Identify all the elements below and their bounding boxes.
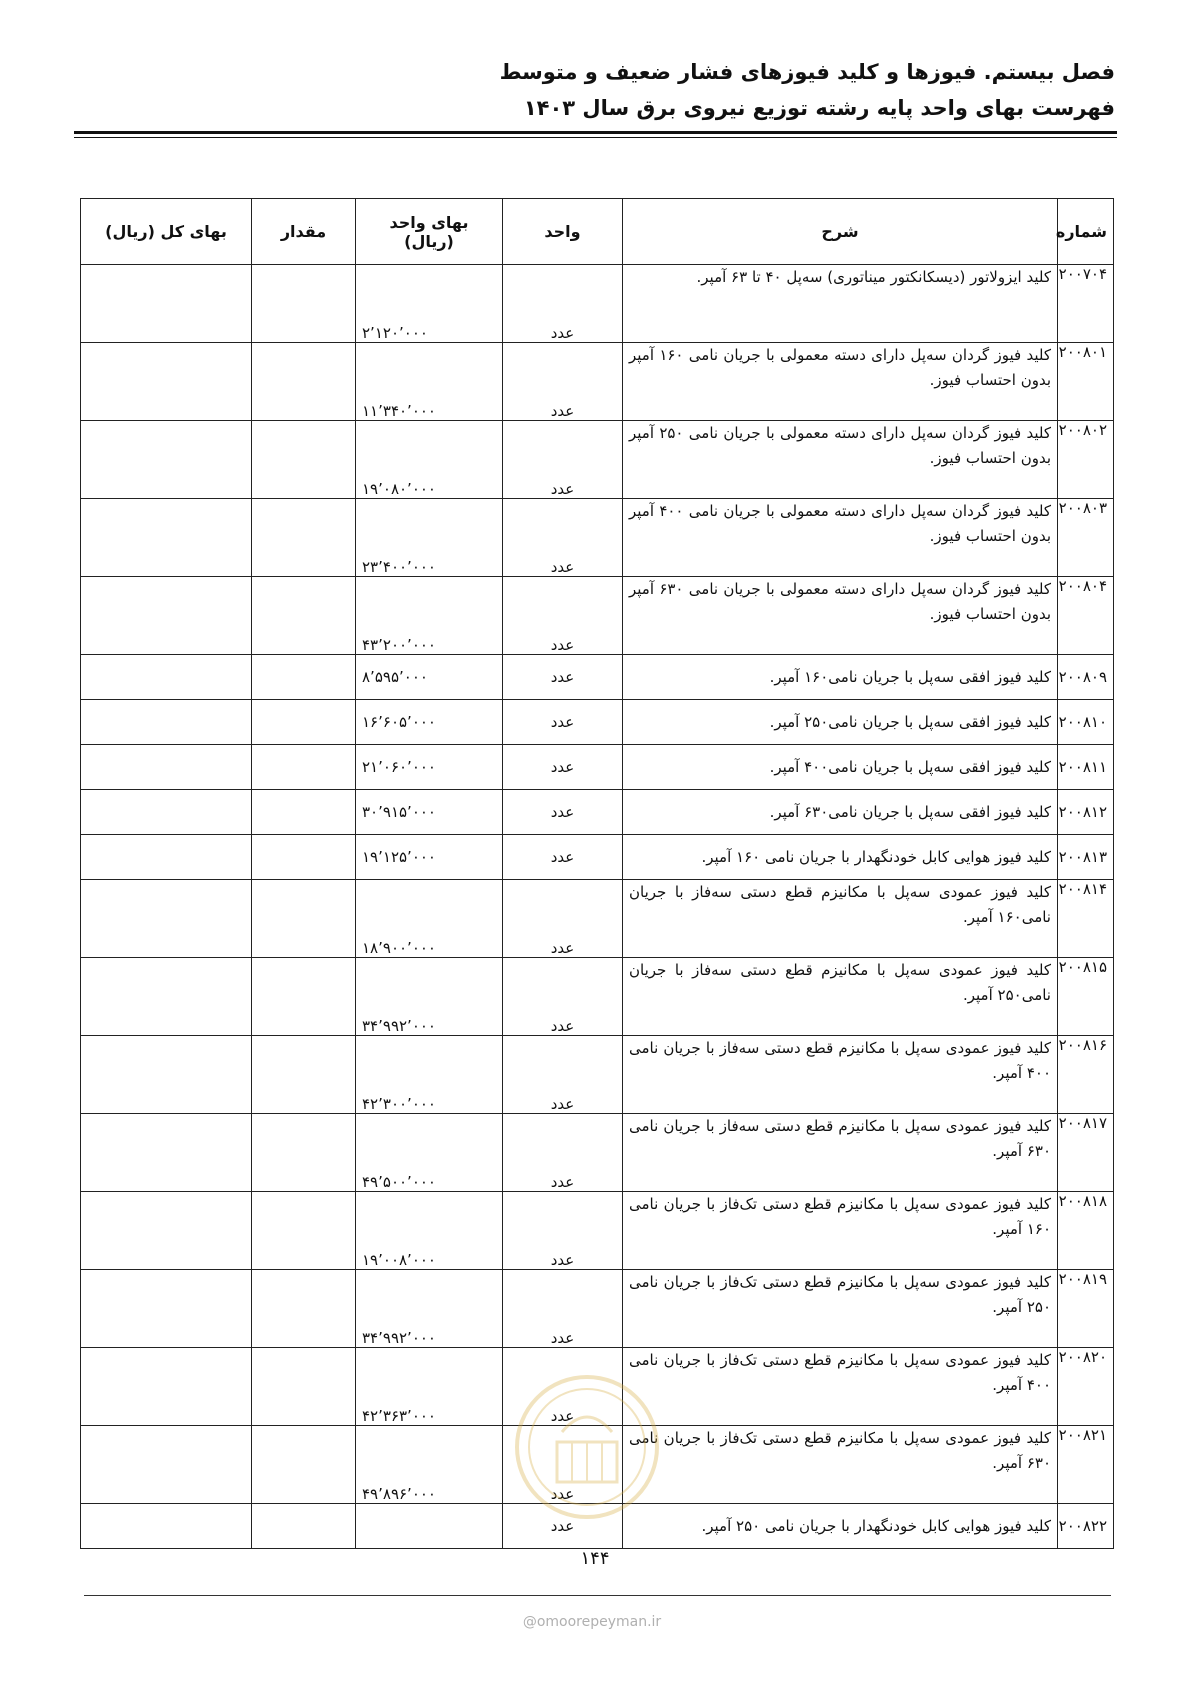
item-number: ۲۰۰۸۰۴ [1058,577,1114,655]
item-unit-price: ۴۲٬۳۰۰٬۰۰۰ [356,1036,503,1114]
item-unit: عدد [503,655,623,700]
item-unit-price: ۴۳٬۲۰۰٬۰۰۰ [356,577,503,655]
item-description: کلید فیوز هوایی کابل خودنگهدار با جریان نامی ۲۵۰ آمپر. [623,1504,1058,1549]
item-number: ۲۰۰۸۱۲ [1058,790,1114,835]
item-unit-price: ۸٬۵۹۵٬۰۰۰ [356,655,503,700]
item-quantity [252,1426,356,1504]
item-number: ۲۰۰۸۲۱ [1058,1426,1114,1504]
table-row [81,880,1114,958]
item-quantity [252,1114,356,1192]
item-description: کلید فیوز عمودی سه‌پل با مکانیزم قطع دستی تک‌فاز با جریان نامی ۲۵۰ آمپر. [623,1270,1058,1348]
table-row [81,655,1114,700]
item-number: ۲۰۰۸۰۲ [1058,421,1114,499]
item-description: کلید فیوز عمودی سه‌پل با مکانیزم قطع دستی سه‌فاز با جریان نامی ۴۰۰ آمپر. [623,1036,1058,1114]
item-description: کلید فیوز گردان سه‌پل دارای دسته معمولی با جریان نامی ۱۶۰ آمپر بدون احتساب فیوز. [623,343,1058,421]
item-unit-price: ۱۹٬۰۸۰٬۰۰۰ [356,421,503,499]
item-description: کلید فیوز افقی سه‌پل با جریان نامی۶۳۰ آمپر. [623,790,1058,835]
item-quantity [252,1348,356,1426]
item-unit: عدد [503,1426,623,1504]
item-number: ۲۰۰۸۱۸ [1058,1192,1114,1270]
item-unit-price: ۲۱٬۰۶۰٬۰۰۰ [356,745,503,790]
item-quantity [252,745,356,790]
item-unit-price: ۴۲٬۳۶۳٬۰۰۰ [356,1348,503,1426]
item-unit-price: ۱۹٬۰۰۸٬۰۰۰ [356,1192,503,1270]
footer-divider [84,1595,1111,1596]
item-total-price [81,958,252,1036]
item-unit: عدد [503,1348,623,1426]
item-number: ۲۰۰۸۰۳ [1058,499,1114,577]
item-total-price [81,655,252,700]
column-header-number: شماره [1058,199,1114,265]
table-row [81,343,1114,421]
item-unit-price [356,1504,503,1549]
item-unit: عدد [503,1114,623,1192]
item-unit-price: ۳۴٬۹۹۲٬۰۰۰ [356,1270,503,1348]
item-total-price [81,1426,252,1504]
item-unit: عدد [503,343,623,421]
item-unit: عدد [503,835,623,880]
item-quantity [252,790,356,835]
item-total-price [81,1036,252,1114]
item-description: کلید فیوز افقی سه‌پل با جریان نامی۱۶۰ آمپر. [623,655,1058,700]
item-total-price [81,745,252,790]
table-row [81,577,1114,655]
table-row [81,421,1114,499]
item-total-price [81,1270,252,1348]
table-row [81,1192,1114,1270]
item-quantity [252,700,356,745]
item-total-price [81,835,252,880]
item-description: کلید فیوز گردان سه‌پل دارای دسته معمولی با جریان نامی ۴۰۰ آمپر بدون احتساب فیوز. [623,499,1058,577]
item-number: ۲۰۰۸۱۱ [1058,745,1114,790]
item-unit-price: ۱۸٬۹۰۰٬۰۰۰ [356,880,503,958]
chapter-title: فصل بیستم. فیوزها و کلید فیوزهای فشار ضعیف و متوسط [499,60,1115,84]
item-description: کلید فیوز گردان سه‌پل دارای دسته معمولی با جریان نامی ۲۵۰ آمپر بدون احتساب فیوز. [623,421,1058,499]
item-unit-price: ۴۹٬۵۰۰٬۰۰۰ [356,1114,503,1192]
item-unit: عدد [503,577,623,655]
item-quantity [252,655,356,700]
item-description: کلید فیوز افقی سه‌پل با جریان نامی۲۵۰ آمپر. [623,700,1058,745]
item-unit: عدد [503,1504,623,1549]
item-total-price [81,790,252,835]
item-total-price [81,499,252,577]
item-quantity [252,1192,356,1270]
item-unit: عدد [503,265,623,343]
item-quantity [252,499,356,577]
item-unit: عدد [503,880,623,958]
price-list-title: فهرست بهای واحد پایه رشته توزیع نیروی برق سال ۱۴۰۳ [523,96,1115,120]
publisher-seal-watermark [512,1372,662,1522]
item-unit-price: ۲۳٬۴۰۰٬۰۰۰ [356,499,503,577]
table-row [81,1114,1114,1192]
item-number: ۲۰۰۸۱۴ [1058,880,1114,958]
item-unit: عدد [503,1270,623,1348]
item-quantity [252,835,356,880]
item-unit: عدد [503,700,623,745]
header-divider-thick [74,131,1117,134]
item-quantity [252,1270,356,1348]
item-description: کلید ایزولاتور (دیسکانکتور میناتوری) سه‌پل ۴۰ تا ۶۳ آمپر. [623,265,1058,343]
item-number: ۲۰۰۸۱۶ [1058,1036,1114,1114]
website-watermark: @omoorepeyman.ir [522,1614,662,1630]
item-unit: عدد [503,1192,623,1270]
item-total-price [81,1504,252,1549]
item-number: ۲۰۰۸۱۵ [1058,958,1114,1036]
item-description: کلید فیوز افقی سه‌پل با جریان نامی۴۰۰ آمپر. [623,745,1058,790]
item-unit-price: ۴۹٬۸۹۶٬۰۰۰ [356,1426,503,1504]
item-number: ۲۰۰۷۰۴ [1058,265,1114,343]
item-number: ۲۰۰۸۲۲ [1058,1504,1114,1549]
table-row [81,958,1114,1036]
column-header-unit: واحد [503,199,623,265]
item-unit-price: ۱۶٬۶۰۵٬۰۰۰ [356,700,503,745]
price-table [80,198,1114,1549]
column-header-total-price: بهای کل (ریال) [81,199,252,265]
item-unit: عدد [503,958,623,1036]
page-header [74,56,1115,124]
item-total-price [81,1192,252,1270]
column-header-quantity: مقدار [252,199,356,265]
column-header-description: شرح [623,199,1058,265]
item-total-price [81,343,252,421]
item-unit-price: ۳۰٬۹۱۵٬۰۰۰ [356,790,503,835]
table-row [81,1270,1114,1348]
item-number: ۲۰۰۸۰۹ [1058,655,1114,700]
item-unit: عدد [503,1036,623,1114]
item-quantity [252,880,356,958]
table-row [81,790,1114,835]
table-row [81,265,1114,343]
item-unit: عدد [503,421,623,499]
item-unit: عدد [503,499,623,577]
table-header-row [81,199,1114,265]
item-unit-price: ۲٬۱۲۰٬۰۰۰ [356,265,503,343]
item-description: کلید فیوز عمودی سه‌پل با مکانیزم قطع دستی سه‌فاز با جریان نامی ۶۳۰ آمپر. [623,1114,1058,1192]
table-row [81,745,1114,790]
item-total-price [81,1114,252,1192]
item-description: کلید فیوز هوایی کابل خودنگهدار با جریان نامی ۱۶۰ آمپر. [623,835,1058,880]
item-description: کلید فیوز عمودی سه‌پل با مکانیزم قطع دستی سه‌فاز با جریان نامی۱۶۰ آمپر. [623,880,1058,958]
item-quantity [252,421,356,499]
item-quantity [252,958,356,1036]
table-row [81,499,1114,577]
item-number: ۲۰۰۸۲۰ [1058,1348,1114,1426]
item-description: کلید فیوز عمودی سه‌پل با مکانیزم قطع دستی سه‌فاز با جریان نامی۲۵۰ آمپر. [623,958,1058,1036]
item-total-price [81,577,252,655]
table-row [81,700,1114,745]
item-quantity [252,577,356,655]
item-number: ۲۰۰۸۰۱ [1058,343,1114,421]
item-unit-price: ۱۹٬۱۲۵٬۰۰۰ [356,835,503,880]
item-total-price [81,421,252,499]
item-unit: عدد [503,790,623,835]
item-unit-price: ۳۴٬۹۹۲٬۰۰۰ [356,958,503,1036]
item-total-price [81,1348,252,1426]
column-header-unit-price: بهای واحد (ریال) [356,199,503,265]
table-row [81,835,1114,880]
item-unit: عدد [503,745,623,790]
item-total-price [81,880,252,958]
item-unit-price: ۱۱٬۳۴۰٬۰۰۰ [356,343,503,421]
item-total-price [81,265,252,343]
item-description: کلید فیوز عمودی سه‌پل با مکانیزم قطع دستی تک‌فاز با جریان نامی ۶۳۰ آمپر. [623,1426,1058,1504]
item-quantity [252,343,356,421]
item-number: ۲۰۰۸۱۰ [1058,700,1114,745]
item-number: ۲۰۰۸۱۳ [1058,835,1114,880]
item-description: کلید فیوز عمودی سه‌پل با مکانیزم قطع دستی تک‌فاز با جریان نامی ۱۶۰ آمپر. [623,1192,1058,1270]
item-quantity [252,1036,356,1114]
item-description: کلید فیوز عمودی سه‌پل با مکانیزم قطع دستی تک‌فاز با جریان نامی ۴۰۰ آمپر. [623,1348,1058,1426]
item-number: ۲۰۰۸۱۷ [1058,1114,1114,1192]
item-quantity [252,265,356,343]
page-number: ۱۴۴ [580,1548,610,1569]
item-number: ۲۰۰۸۱۹ [1058,1270,1114,1348]
table-row [81,1036,1114,1114]
item-description: کلید فیوز گردان سه‌پل دارای دسته معمولی با جریان نامی ۶۳۰ آمپر بدون احتساب فیوز. [623,577,1058,655]
item-total-price [81,700,252,745]
header-divider-thin [74,137,1117,138]
item-quantity [252,1504,356,1549]
